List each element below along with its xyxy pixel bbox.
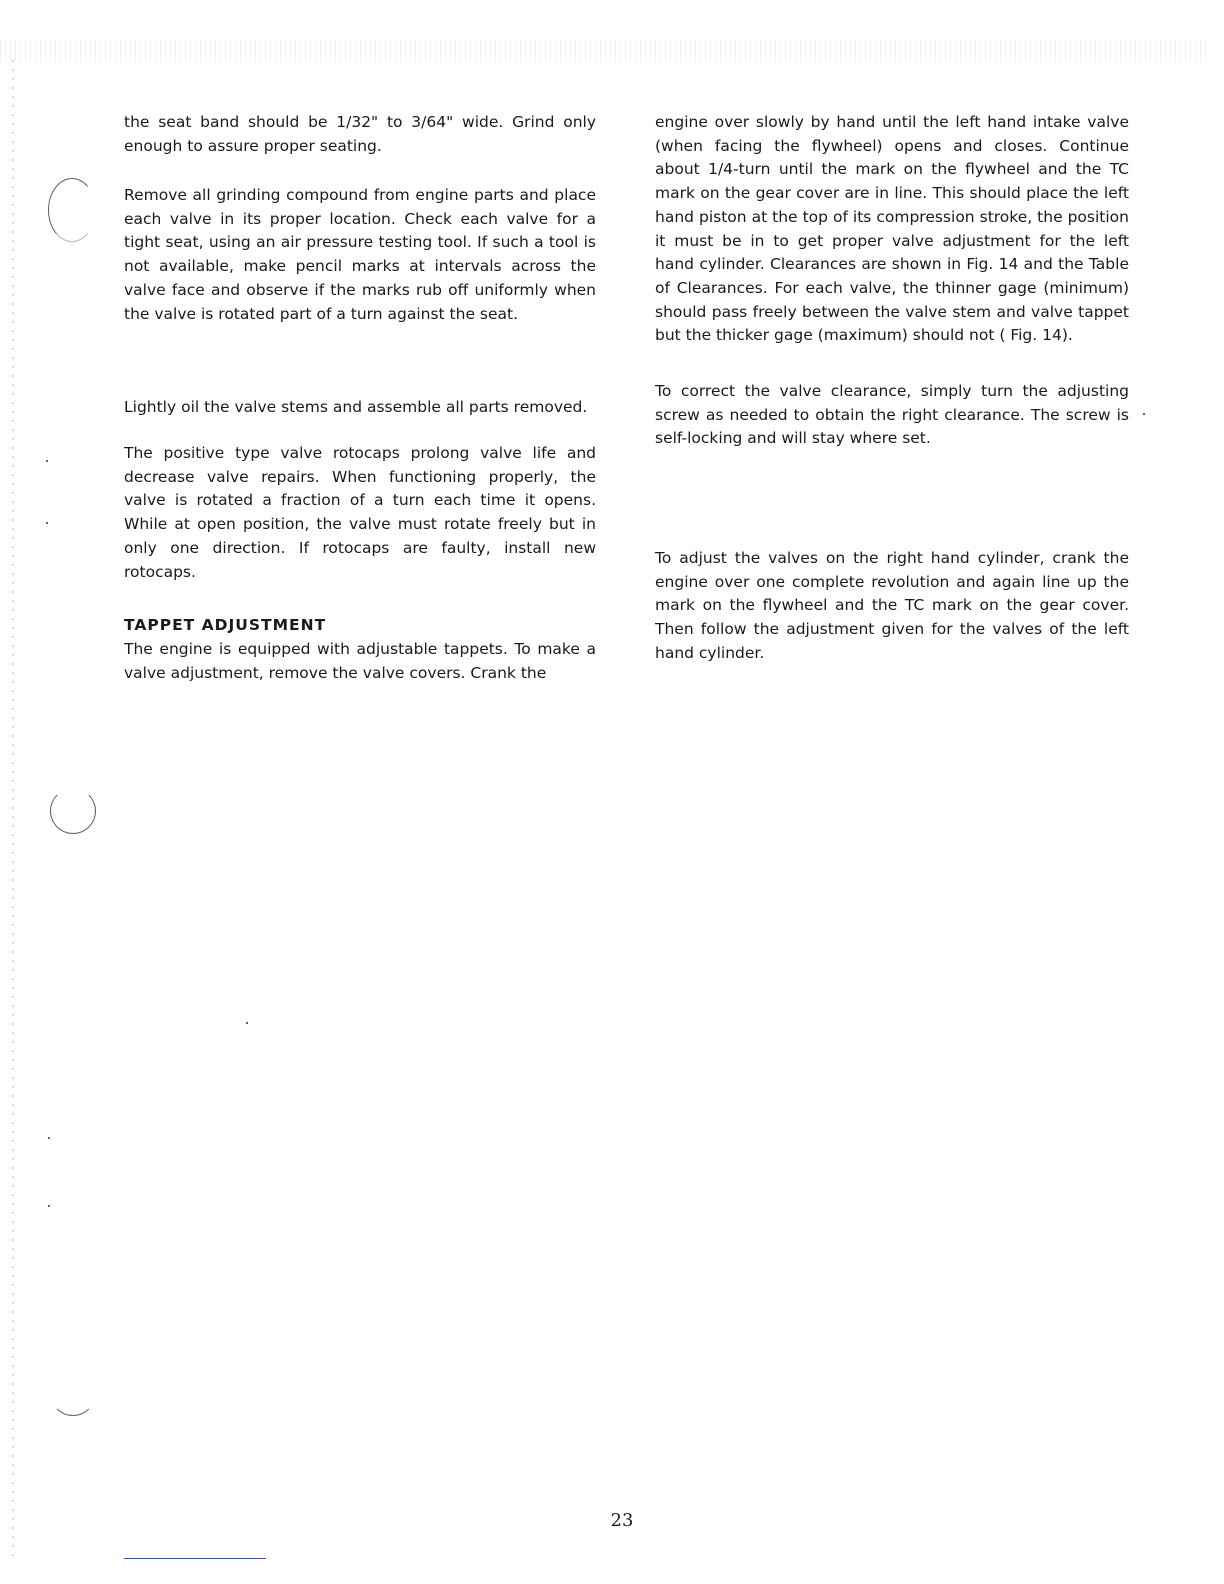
right-col-para-3: To adjust the valves on the right hand cylinder, crank the engine over one complete revolution and again line up the mark on the flywheel and the TC mark on the gear cover. Then follow the adjustment given for the valves of the left hand cylinder. xyxy=(655,549,1129,662)
left-col-para-5: The engine is equipped with adjustable tappets. To make a valve adjustment, remove the valve covers. Crank the xyxy=(124,640,596,682)
speck xyxy=(46,460,48,462)
speck xyxy=(48,1205,50,1207)
speck xyxy=(246,1022,248,1024)
binder-hole-icon xyxy=(48,178,96,242)
footer-rule xyxy=(124,1558,266,1559)
section-heading-tappet-adjustment: TAPPET ADJUSTMENT xyxy=(124,616,327,634)
binder-hole-icon xyxy=(50,788,96,834)
scan-noise-top xyxy=(0,40,1210,62)
left-col-para-1: the seat band should be 1/32" to 3/64" wide. Grind only enough to assure proper seating. xyxy=(124,113,596,155)
right-col-para-2: To correct the valve clearance, simply turn the adjusting screw as needed to obtain the right clearance. The screw is self-locking and will stay where set. xyxy=(655,382,1129,448)
page-number: 23 xyxy=(610,1510,634,1531)
left-col-para-3: Lightly oil the valve stems and assemble all parts removed. xyxy=(124,398,588,416)
binder-hole-icon xyxy=(50,1370,96,1416)
left-col-para-2: Remove all grinding compound from engine parts and place each valve in its proper location. Check each valve for a tight seat, using an air pressure testing tool. If such a tool is not available, make pencil marks at intervals across the valve face and observe if the marks rub off uniformly when the valve is rotated part of a turn against the seat. xyxy=(124,186,596,323)
speck xyxy=(46,522,48,524)
right-col-para-1: engine over slowly by hand until the left hand intake valve (when facing the flywheel) opens and closes. Continue about 1/4-turn until the mark on the flywheel and the TC mark on the gear cover are in line. This should place the left hand piston at the top of its compression stroke, the position it must be in to get proper valve adjustment for the left hand cylinder. Clearances are shown in Fig. 14 and the Table of Clearances. For each valve, the thinner gage (minimum) should pass freely between the valve stem and valve tappet but the thicker gage (maximum) should not ( Fig. 14). xyxy=(655,113,1129,345)
scan-noise-left-edge xyxy=(12,60,14,1560)
left-col-para-4: The positive type valve rotocaps prolong valve life and decrease valve repairs. When functioning properly, the valve is rotated a fraction of a turn each time it opens. While at open position, the valve must rotate freely but in only one direction. If rotocaps are faulty, install new rotocaps. xyxy=(124,444,596,581)
speck xyxy=(48,1137,50,1139)
speck xyxy=(1143,413,1145,415)
